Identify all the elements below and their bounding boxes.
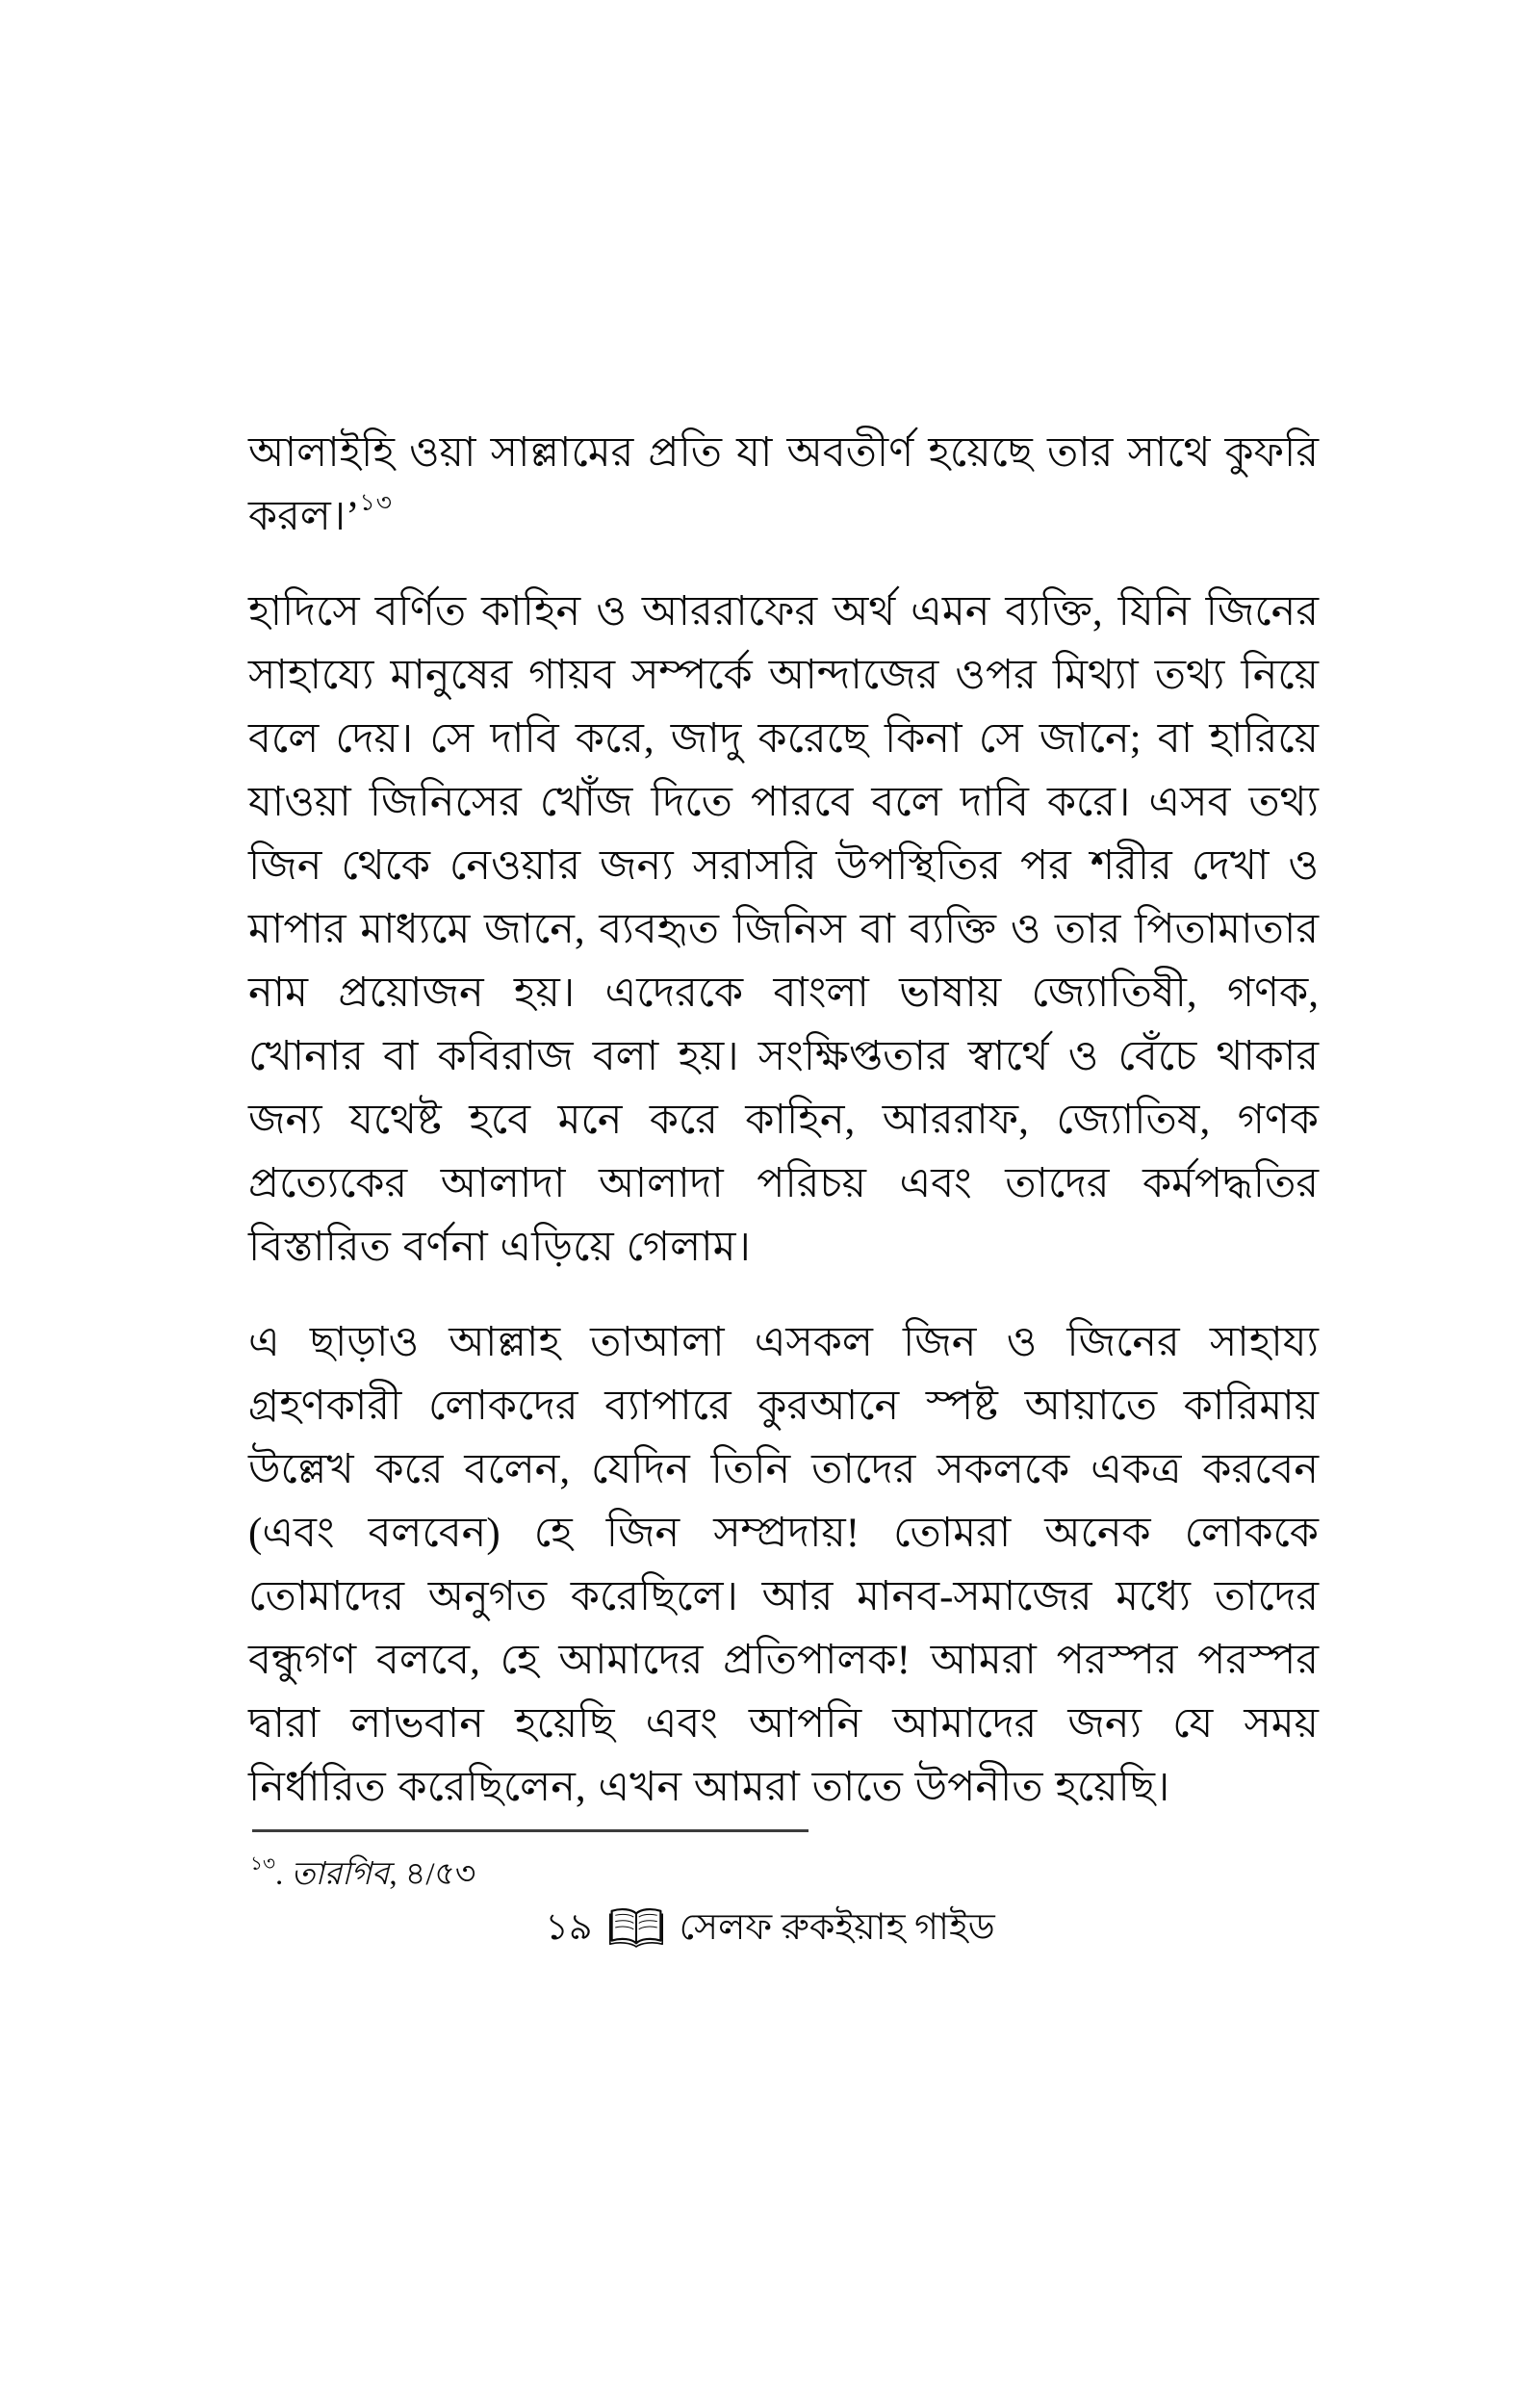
footnote-reference: , ৪/৫৩ [389, 1857, 476, 1892]
footnote-separator [252, 1829, 808, 1832]
footnote-dot: . [274, 1857, 292, 1892]
paragraph [248, 422, 1319, 549]
footnote-source-title: তারগিব [291, 1857, 390, 1892]
book-title: সেলফ রুকইয়াহ গাইড [679, 1907, 995, 1948]
paragraph: হাদিসে বর্ণিত কাহিন ও আররাফের অর্থ এমন ব্যক্তি, যিনি জিনের সাহায্যে মানুষের গায়ব সম্পর্কে আন্দাজের ওপর মিথ্যা তথ্য নিয়ে বলে দেয়। সে দাবি করে, জাদু করেছে কিনা সে জানে; বা হারিয়ে যাওয়া জিনিসের খোঁজ দিতে পারবে বলে দাবি করে। এসব তথ্য জিন থেকে নেওয়ার জন্য সরাসরি উপস্থিতির পর শরীর দেখা ও মাপার মাধ্যমে জানে, ব্যবহৃত জিনিস বা ব্যক্তি ও তার পিতামাতার নাম প্রয়োজন হয়। এদেরকে বাংলা ভাষায় জ্যোতিষী, গণক, খোনার বা কবিরাজ বলা হয়। সংক্ষিপ্ততার স্বার্থে ও বেঁচে থাকার জন্য যথেষ্ট হবে মনে করে কাহিন, আররাফ, জ্যোতিষ, গণক প্রত্যেকের আলাদা আলাদা পরিচয় এবং তাদের কর্মপদ্ধতির বিস্তারিত বর্ণনা এড়িয়ে গেলাম। [248, 589, 1319, 1270]
paragraph: এ ছাড়াও আল্লাহ তাআলা এসকল জিন ও জিনের সাহায্য গ্রহণকারী লোকদের ব্যাপারে কুরআনে স্পষ্ট আয়াতে কারিমায় উল্লেখ করে বলেন, যেদিন তিনি তাদের সকলকে একত্র করবেন (এবং বলবেন) হে জিন সম্প্রদায়! তোমরা অনেক লোককে তোমাদের অনুগত করেছিলে। আর মানব-সমাজের মধ্যে তাদের বন্ধুগণ বলবে, হে আমাদের প্রতিপালক! আমরা পরস্পর পরস্পর দ্বারা লাভবান হয়েছি এবং আপনি আমাদের জন্য যে সময় নির্ধারিত করেছিলেন, এখন আমরা তাতে উপনীত হয়েছি। [248, 1320, 1319, 1810]
footnote-marker: ১৩ [250, 1853, 275, 1875]
paragraph-text: আলাইহি ওয়া সাল্লামের প্রতি যা অবতীর্ণ হয়েছে তার সাথে কুফরি করল।’ [248, 430, 1319, 539]
page-number: ১৯ [545, 1907, 593, 1948]
open-book-icon [608, 1905, 664, 1950]
page-footer [0, 1902, 1540, 1953]
page-content [248, 422, 1319, 1851]
footnote-ref: ১৩ [359, 490, 393, 516]
footnote [250, 1852, 475, 1897]
